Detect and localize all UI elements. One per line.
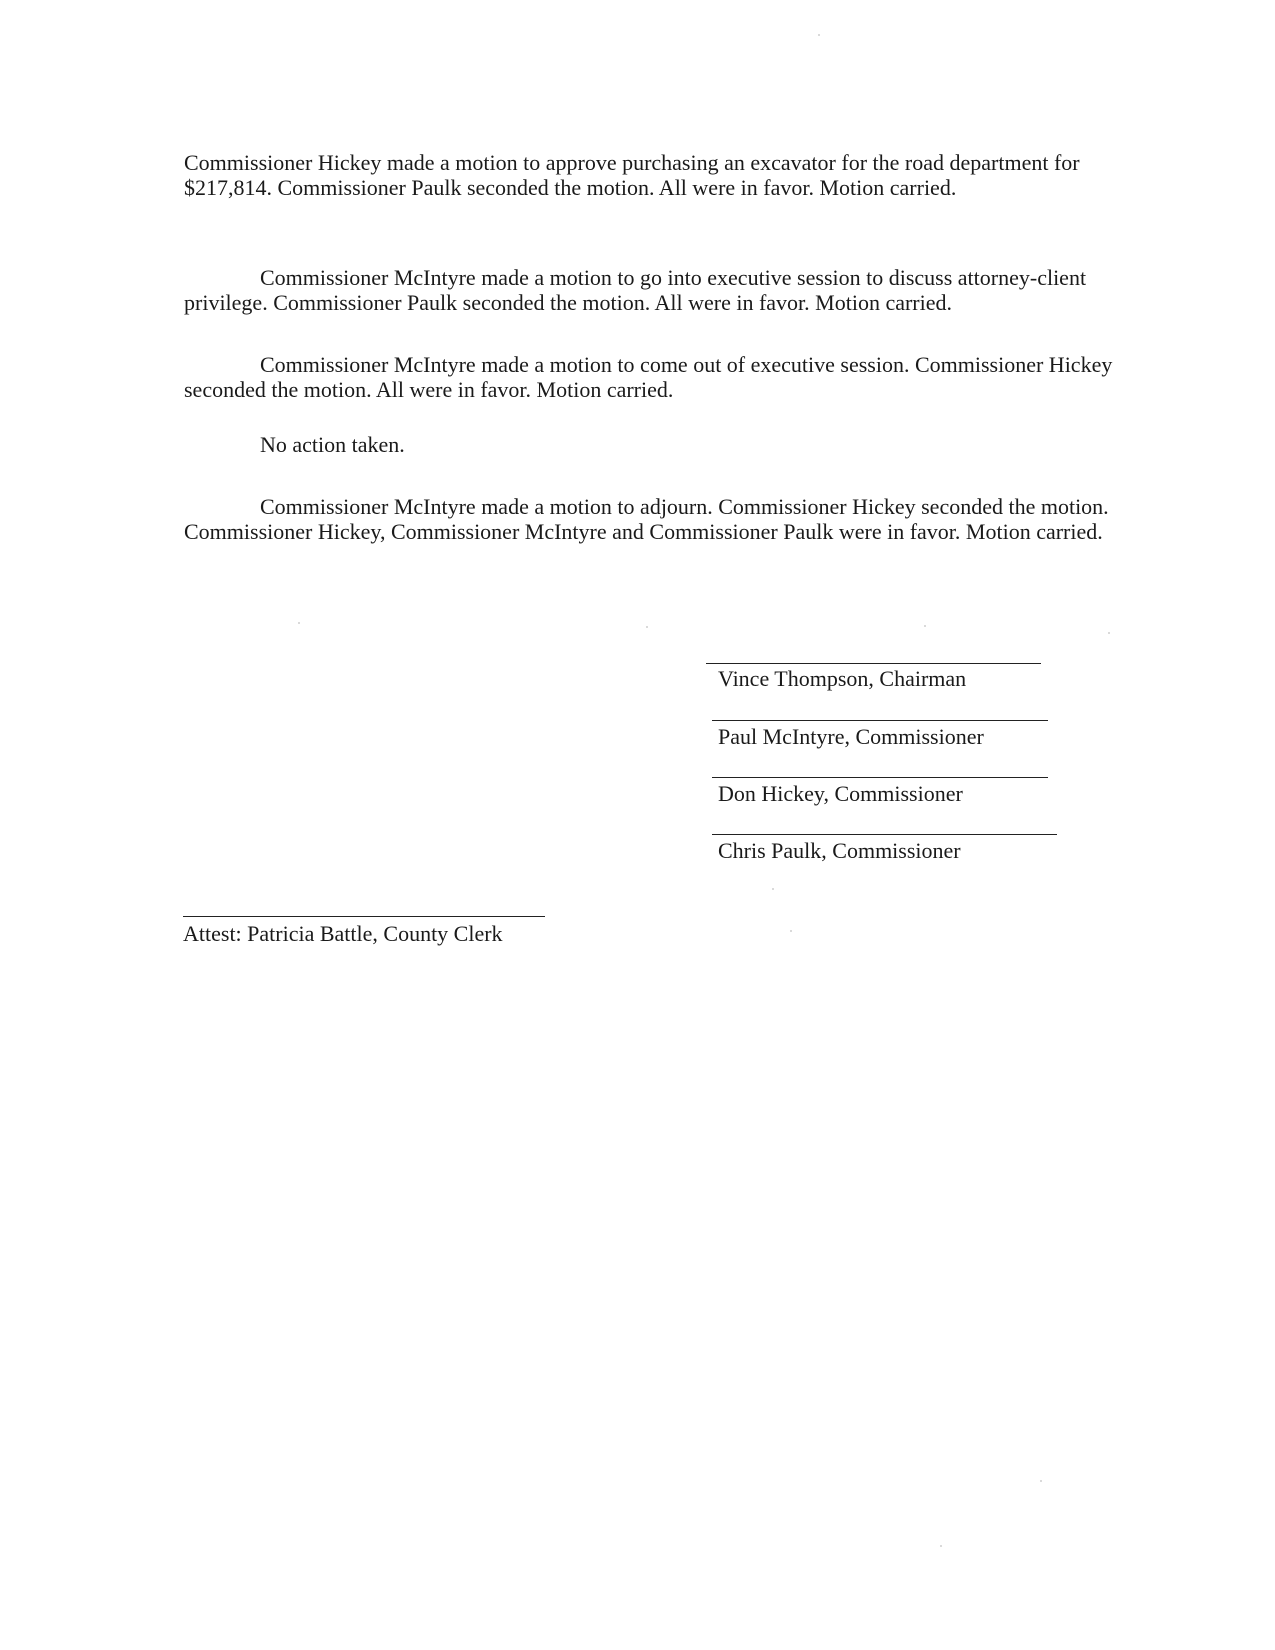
scan-speck	[646, 626, 648, 628]
signature-line-county-clerk	[183, 916, 545, 917]
minutes-paragraph-excavator: Commissioner Hickey made a motion to approve purchasing an excavator for the road department for $217,814. Commissioner Paulk seconded the motion. All were in favor. Motion carried.	[184, 150, 1080, 200]
attest-county-clerk: Attest: Patricia Battle, County Clerk	[183, 921, 503, 946]
signature-name-chairman: Vince Thompson, Chairman	[718, 666, 967, 691]
signature-line-commissioner-hickey	[712, 777, 1048, 778]
scan-speck	[940, 1545, 942, 1547]
minutes-paragraph-executive-session-out: Commissioner McIntyre made a motion to come out of executive session. Commissioner Hickey seconded the motion. All were in favor. Motion carried.	[184, 352, 1113, 402]
scan-speck	[1108, 632, 1110, 634]
signature-line-commissioner-mcintyre	[712, 720, 1048, 721]
minutes-paragraph-executive-session-in: Commissioner McIntyre made a motion to go into executive session to discuss attorney-client privilege. Commissioner Paulk seconded the motion. All were in favor. Motion carried.	[184, 265, 1087, 315]
scan-speck	[790, 930, 792, 932]
minutes-paragraph-adjourn: Commissioner McIntyre made a motion to adjourn. Commissioner Hickey seconded the motion. Commissioner Hickey, Commissioner McIntyre and Commissioner Paulk were in favor. Motion carried.	[184, 494, 1109, 544]
signature-name-commissioner-mcintyre: Paul McIntyre, Commissioner	[718, 724, 984, 749]
minutes-paragraph-no-action: No action taken.	[260, 432, 405, 457]
scan-speck	[298, 622, 300, 624]
signature-line-commissioner-paulk	[712, 834, 1057, 835]
signature-line-chairman	[706, 663, 1041, 664]
scan-speck	[818, 34, 820, 36]
signature-name-commissioner-paulk: Chris Paulk, Commissioner	[718, 838, 961, 863]
scan-speck	[1040, 1480, 1042, 1482]
scan-speck	[772, 888, 774, 890]
scan-speck	[924, 625, 926, 627]
signature-name-commissioner-hickey: Don Hickey, Commissioner	[718, 781, 963, 806]
